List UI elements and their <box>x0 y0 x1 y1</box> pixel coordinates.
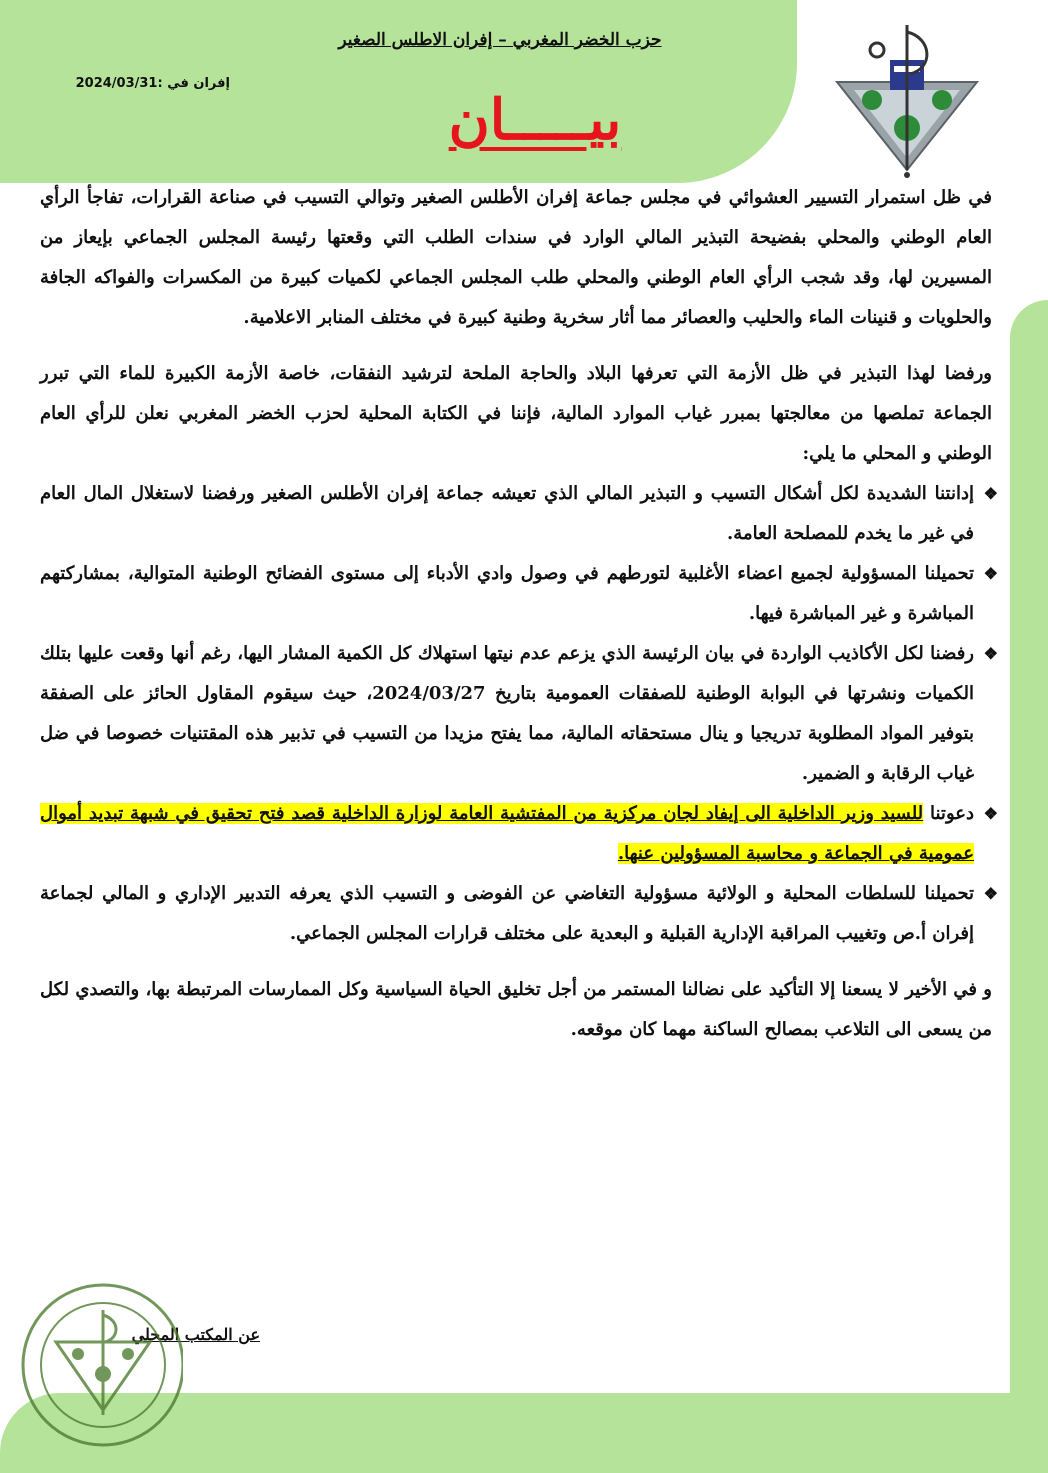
bullet-majority-responsibility: ❖ تحميلنا المسؤولية لجميع اعضاء الأغلبية لتورطهم في وصول وادي الأدباء إلى مستوى الفضائح الوطنية المتوالية، بمشاركتهم المباشرة و غير المباشرة فيها. <box>40 554 992 634</box>
statement-title: بيـــــان <box>448 87 622 153</box>
call-lead: دعوتنا <box>923 803 974 824</box>
signature: عن المكتب المحلي <box>131 1325 260 1344</box>
bullet-condemnation: ❖ إدانتنا الشديدة لكل أشكال التسيب و التبذير المالي الذي تعيشه جماعة إفران الأطلس الصغير ورفضنا لاستغلال المال العام في غير ما يخدم للمصلحة العامة. <box>40 474 992 554</box>
closing-paragraph: و في الأخير لا يسعنا إلا التأكيد على نضالنا المستمر من أجل تخليق الحياة السياسية وكل الممارسات المرتبطة بها، والتصدي لكل من يسعى الى التلاعب بمصالح الساكنة مهما كان موقعه. <box>40 979 992 1040</box>
right-green-band <box>1010 300 1048 1473</box>
intro-paragraph: في ظل استمرار التسيير العشوائي في مجلس جماعة إفران الأطلس الصغير وتوالي التسيب في صناعة القرارات، تفاجأ الرأي العام الوطني والمحلي بفضيحة التبذير المالي الوارد في سندات الطلب التي وقعتها رئيسة المجلس الجماعي بإيعاز من المسيرين لها، وقد شجب الرأي العام الوطني والمحلي طلب المجلس الجماعي لكميات كبيرة من المكسرات والفواكه الجافة والحلويات و قنينات الماء والحليب والعصائر مما أثار سخرية وطنية كبيرة في مختلف المنابر الاعلامية. <box>40 187 992 328</box>
rejection-paragraph: ورفضا لهذا التبذير في ظل الأزمة التي تعرفها البلاد والحاجة الملحة لترشيد النفقات، خاصة الأزمة الكبيرة للماء التي تبرر الجماعة تملصها من معالجتها بمبرر غياب الموارد المالية، فإننا في الكتابة المحلية لحزب الخضر المغربي نعلن للرأي العام الوطني و المحلي ما يلي: <box>40 363 992 464</box>
highlighted-call: للسيد وزير الداخلية الى إيفاد لجان مركزية من المفتشية العامة لوزارة الداخلية قصد فتح تحقيق في شبهة تبديد أموال عمومية في الجماعة و محاسبة المسؤولين عنها. <box>40 803 974 864</box>
party-seal-stamp-icon <box>8 1270 183 1460</box>
bullet-rejecting-lies: ❖ رفضنا لكل الأكاذيب الواردة في بيان الرئيسة الذي يزعم عدم نيتها استهلاك كل الكمية المشار اليها، رغم أنها وقعت عليها بتلك الكميات ونشرتها في البوابة الوطنية للصفقات العمومية بتاريخ 2024/03/27، حيث سيقوم المقاول الحائز على الصفقة بتوفير المواد المطلوبة تدريجيا و ينال مستحقاته المالية، مما يفتح مزيدا من التسيب في تذبير هذه المقتنيات خصوصا في ضل غياب الرقابة و الضمير. <box>40 634 992 794</box>
statement-body <box>40 178 992 1050</box>
bullet-call-minister <box>40 794 992 874</box>
date-line: إفران في :2024/03/31 <box>75 76 230 91</box>
bullet-authorities-responsibility: ❖ تحميلنا للسلطات المحلية و الولائية مسؤولية التغاضي عن الفوضى و التسيب الذي يعرفه التدبير الإداري و المالي لجماعة إفران أ.ص وتغييب المراقبة الإدارية القبلية و البعدية على مختلف قرارات المجلس الجماعي. <box>40 874 992 954</box>
party-title: حزب الخضر المغربي – إفران الاطلس الصغير <box>338 30 662 50</box>
party-logo-icon <box>832 20 982 180</box>
